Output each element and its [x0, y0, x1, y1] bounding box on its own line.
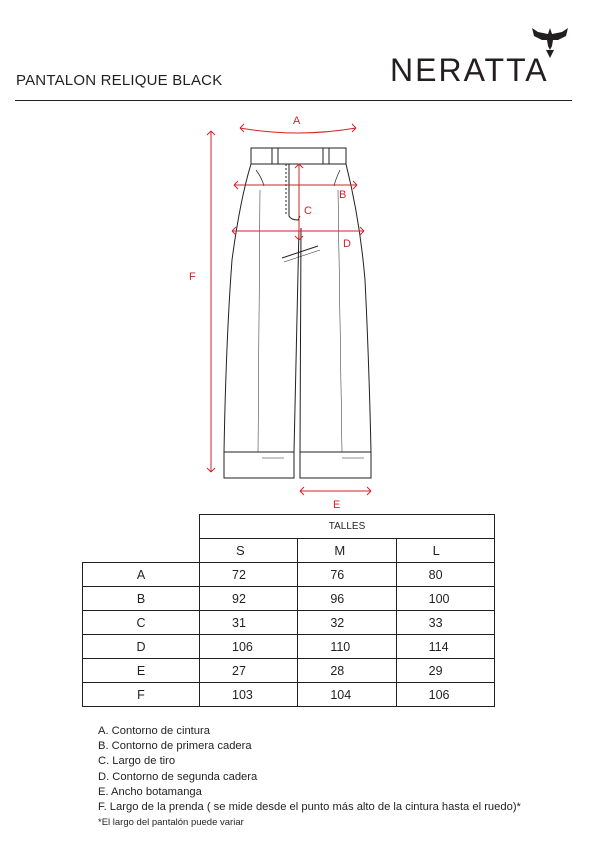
table-cell: 106 [396, 683, 494, 707]
row-label: C [83, 611, 200, 635]
dimension-label-e: E [333, 499, 341, 511]
size-header-s: S [200, 539, 298, 563]
dimension-label-c: C [304, 205, 312, 217]
table-cell: 33 [396, 611, 494, 635]
table-cell: 114 [396, 635, 494, 659]
table-cell: 104 [298, 683, 396, 707]
table-cell: 27 [200, 659, 298, 683]
size-table [82, 514, 495, 707]
legend-item: E. Ancho botamanga [98, 785, 202, 798]
table-cell: 103 [200, 683, 298, 707]
table-cell: 80 [396, 563, 494, 587]
brand-name: NERATTA [390, 52, 549, 88]
table-cell: 110 [298, 635, 396, 659]
dimension-label-d: D [343, 238, 351, 250]
table-cell: 106 [200, 635, 298, 659]
row-label: A [83, 563, 200, 587]
dimension-label-f: F [189, 271, 196, 283]
table-cell: 28 [298, 659, 396, 683]
legend-item: B. Contorno de primera cadera [98, 740, 252, 753]
row-label: E [83, 659, 200, 683]
dimension-label-a: A [293, 115, 301, 127]
row-label: B [83, 587, 200, 611]
table-group-header: TALLES [200, 515, 495, 539]
row-label: F [83, 683, 200, 707]
legend-item: C. Largo de tiro [98, 755, 176, 768]
table-row [83, 683, 495, 707]
page-title: PANTALON RELIQUE BLACK [16, 72, 223, 89]
table-row [83, 563, 495, 587]
table-row [83, 587, 495, 611]
legend-item: D. Contorno de segunda cadera [98, 770, 258, 783]
table-row [83, 611, 495, 635]
table-cell: 100 [396, 587, 494, 611]
legend-item: A. Contorno de cintura [98, 725, 210, 737]
row-label: D [83, 635, 200, 659]
table-cell: 92 [200, 587, 298, 611]
legend-item: F. Largo de la prenda ( se mide desde el punto más alto de la cintura hasta el ruedo)* [98, 801, 521, 814]
table-cell: 29 [396, 659, 494, 683]
table-cell: 32 [298, 611, 396, 635]
pants-outline [224, 148, 371, 478]
table-cell: 76 [298, 563, 396, 587]
legend-note: *El largo del pantalón puede variar [98, 817, 244, 829]
dimension-label-b: B [339, 189, 347, 201]
size-header-l: L [396, 539, 494, 563]
size-header-m: M [298, 539, 396, 563]
table-cell: 31 [200, 611, 298, 635]
measurement-legend [98, 724, 521, 830]
table-cell: 72 [200, 563, 298, 587]
table-cell: 96 [298, 587, 396, 611]
table-row [83, 635, 495, 659]
table-row [83, 659, 495, 683]
